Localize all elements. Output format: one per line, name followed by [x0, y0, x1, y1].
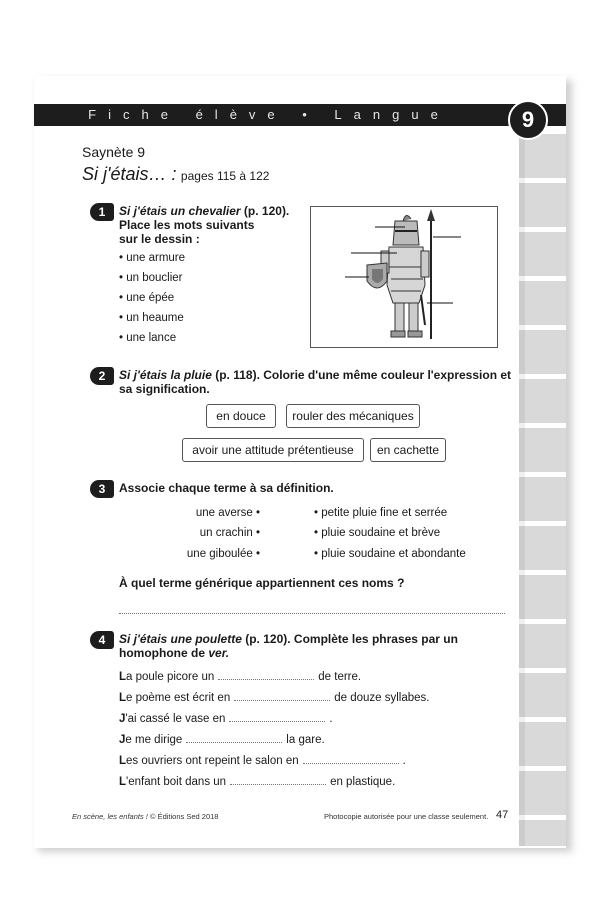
ex1-item: • un bouclier: [119, 272, 183, 284]
ex4-title-line2-italic: ver.: [208, 646, 230, 660]
header-band: [34, 104, 566, 126]
answer-blank[interactable]: [303, 754, 399, 764]
ex1-instr-line2: sur le dessin :: [119, 232, 200, 246]
expression-box[interactable]: en cachette: [370, 438, 446, 462]
ex1-item: • une lance: [119, 332, 177, 344]
exercise-4-badge: 4: [90, 631, 114, 649]
fill-sentence: Le poème est écrit en de douze syllabes.: [119, 692, 430, 704]
exercise-3-badge: 3: [90, 480, 114, 498]
title-pages: pages 115 à 122: [180, 169, 270, 183]
ex1-instr-line1: Place les mots suivants: [119, 218, 255, 232]
ex4-title-italic: Si j'étais une poulette: [119, 632, 242, 646]
expression-box[interactable]: rouler des mécaniques: [286, 404, 420, 428]
exercise-3-title: Associe chaque terme à sa définition.: [119, 481, 334, 495]
definition-item: • pluie soudaine et brève: [314, 527, 441, 539]
ex3-answer-line[interactable]: [119, 613, 505, 614]
knight-left-leg-icon: [395, 299, 404, 335]
answer-blank[interactable]: [234, 691, 330, 701]
sword-icon: [421, 295, 425, 325]
page-title: [82, 164, 269, 185]
term-item: un crachin •: [199, 527, 260, 539]
term-item: une giboulée •: [186, 548, 260, 560]
ex1-item: • un heaume: [119, 312, 184, 324]
ex4-title-rest: (p. 120). Complète les phrases par un: [245, 632, 458, 646]
ex2-title-line2: sa signification.: [119, 382, 210, 396]
definition-item: • petite pluie fine et serrée: [314, 507, 448, 519]
armour-icon: [387, 247, 425, 303]
exercise-4-title: [119, 632, 458, 660]
fill-sentence: L'enfant boit dans un en plastique.: [119, 776, 396, 788]
exercise-2-badge: 2: [90, 367, 114, 385]
worksheet-page: [34, 76, 566, 848]
side-tabs: [519, 134, 566, 846]
answer-blank[interactable]: [186, 733, 282, 743]
side-tabs-shade: [519, 134, 525, 846]
ex1-title-ref: (p. 120).: [243, 204, 290, 218]
fill-sentence: Les ouvriers ont repeint le salon en .: [119, 755, 406, 767]
term-item: une averse •: [195, 507, 260, 519]
exercise-2-title: [119, 368, 511, 396]
answer-blank[interactable]: [229, 712, 325, 722]
sheet-number-badge: 9: [508, 100, 548, 140]
knight-illustration-frame: [310, 206, 498, 348]
ex1-title-italic: Si j'étais un chevalier: [119, 204, 241, 218]
exercise-1-badge: 1: [90, 203, 114, 221]
ex2-title-rest: (p. 118). Colorie d'une même couleur l'expression et: [215, 368, 512, 382]
page-number: 47: [496, 809, 509, 821]
exercise-1-title: [119, 204, 289, 246]
ex4-title-line2: homophone de: [119, 646, 205, 660]
header-band-title: Fiche élève • Langue: [88, 107, 450, 122]
expression-box[interactable]: avoir une attitude prétentieuse: [182, 438, 364, 462]
answer-blank[interactable]: [218, 670, 314, 680]
fill-sentence: J'ai cassé le vase en .: [119, 713, 333, 725]
fill-sentence: La poule picore un de terre.: [119, 671, 362, 683]
fill-sentence: Je me dirige la gare.: [119, 734, 325, 746]
ex2-title-italic: Si j'étais la pluie: [119, 368, 212, 382]
title-italic: Si j'étais… :: [82, 164, 177, 184]
definition-item: • pluie soudaine et abondante: [314, 548, 466, 560]
footer-credit: En scène, les enfants ! © Éditions Sed 2018: [72, 812, 219, 821]
ex3-question: À quel terme générique appartiennent ces noms ?: [119, 576, 405, 590]
lance-tip-icon: [427, 209, 435, 221]
helmet-icon: [393, 221, 419, 245]
ex1-item: • une épée: [119, 292, 175, 304]
ex1-item: • une armure: [119, 252, 186, 264]
knight-drawing: [311, 207, 497, 347]
footer-photocopy: Photocopie autorisée pour une classe seulement.: [324, 812, 489, 821]
answer-blank[interactable]: [230, 775, 326, 785]
expression-box[interactable]: en douce: [206, 404, 276, 428]
scene-label: Saynète 9: [82, 144, 146, 160]
knight-right-leg-icon: [409, 299, 418, 335]
